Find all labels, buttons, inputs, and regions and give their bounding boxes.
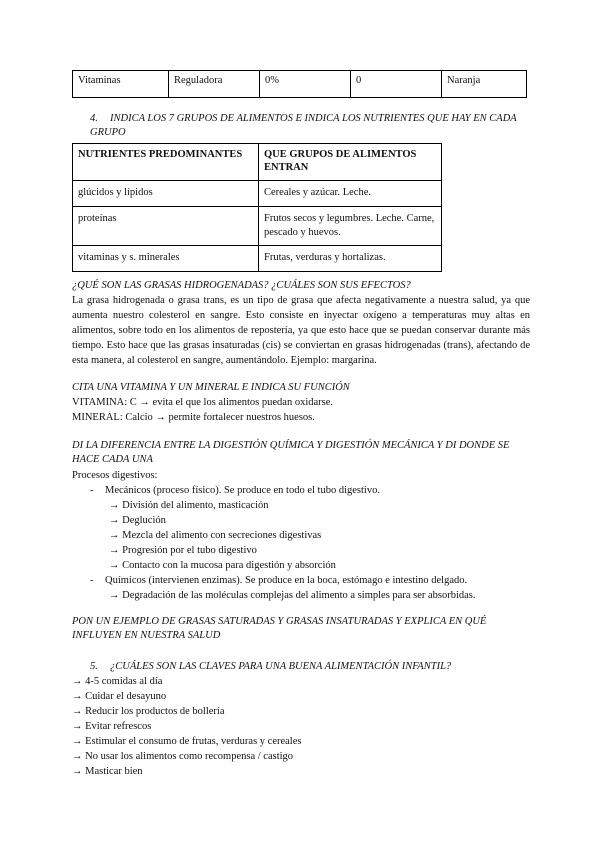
table-cell: Frutos secos y legumbres. Leche. Carne, pescado y huevos. [259,207,442,246]
quimicos-text: Químicos (intervienen enzimas). Se produce en la boca, estómago e intestino delgado. [105,575,468,586]
table-cell: glúcidos y lípidos [73,181,259,207]
list-item: → Mezcla del alimento con secreciones digestivas [109,530,322,541]
mecanicos-text: Mecánicos (proceso físico). Se produce en todo el tubo digestivo. [105,485,380,496]
mecanicos-sublist [72,498,530,573]
mineral-line: MINERAL: Calcio → permite fortalecer nuestros huesos. [72,412,315,423]
answer-q5 [72,674,530,779]
list-item: → No usar los alimentos como recompensa / castigo [72,751,294,762]
list-item: → Evitar refrescos [72,721,152,732]
list-item: → Progresión por el tubo digestivo [109,545,257,556]
table-cell: Naranja [442,71,527,98]
mecanicos-item [72,483,530,498]
list-item: → Degradación de las moléculas complejas del alimento a simples para ser absorbidas. [109,590,476,601]
table-header-row [73,144,442,181]
top-table [72,70,527,98]
table-cell: Cereales y azúcar. Leche. [259,181,442,207]
quimicos-item [72,573,530,588]
table-row [73,181,442,207]
digestion-intro: Procesos digestivos: [72,470,158,481]
table-cell: Vitaminas [73,71,169,98]
list-item: → División del alimento, masticación [109,500,269,511]
list-item: → 4-5 comidas al día [72,676,163,687]
table-cell: 0 [351,71,442,98]
table-row [73,246,442,272]
dash-bullet: - [90,485,94,496]
list-item: → Reducir los productos de bollería [72,706,225,717]
dash-bullet: - [90,575,94,586]
question-grasas: ¿QUÉ SON LAS GRASAS HIDROGENADAS? ¿CUÁLES SON SUS EFECTOS? [72,280,411,291]
list-item: → Contacto con la mucosa para digestión y absorción [109,560,336,571]
question-text: ¿CUÁLES SON LAS CLAVES PARA UNA BUENA ALIMENTACIÓN INFANTIL? [110,661,452,672]
nutrients-table [72,143,442,272]
quimicos-sublist [72,588,530,603]
table-cell: 0% [260,71,351,98]
table-cell: proteínas [73,207,259,246]
list-item: → Cuidar el desayuno [72,691,167,702]
table-row [73,207,442,246]
question-text: INDICA LOS 7 GRUPOS DE ALIMENTOS E INDICA LOS NUTRIENTES QUE HAY EN CADA GRUPO [90,113,517,138]
answer-vitamina [72,395,530,425]
table-cell: vitaminas y s. minerales [73,246,259,272]
question-number: 4. [90,113,98,124]
list-item: → Masticar bien [72,766,143,777]
column-header: NUTRIENTES PREDOMINANTES [73,144,259,181]
table-row [73,71,527,98]
answer-grasas: La grasa hidrogenada o grasa trans, es un tipo de grasa que afecta negativamente a nuestra salud, ya que aumenta nuestro colesterol en sangre. Esto consiste en inyectar oxígeno a temperaturas muy altas en alimentos, sobre todo en los alimentos de repostería, ya que esto hace que se puedan conservar durante más tiempo. Esto hace que las grasas insaturadas (cis) se conviertan en grasas hidrogenadas (trans), afectando de esta manera, al colesterol en sangre, aumentándolo. Ejemplo: margarina. [72,295,530,366]
question-ejemplo: PON UN EJEMPLO DE GRASAS SATURADAS Y GRASAS INSATURADAS Y EXPLICA EN QUÉ INFLUYEN EN NUESTRA SALUD [72,616,487,641]
question-vitamina: CITA UNA VITAMINA Y UN MINERAL E INDICA SU FUNCIÓN [72,382,350,393]
table-cell: Reguladora [169,71,260,98]
table-cell: Frutas, verduras y hortalizas. [259,246,442,272]
list-item: → Estimular el consumo de frutas, verduras y cereales [72,736,302,747]
column-header: QUE GRUPOS DE ALIMENTOS ENTRAN [259,144,442,181]
list-item: → Deglución [109,515,166,526]
question-number: 5. [90,661,98,672]
question-digestion: DI LA DIFERENCIA ENTRE LA DIGESTIÓN QUÍMICA Y DIGESTIÓN MECÁNICA Y DI DONDE SE HACE CADA UNA [72,440,510,465]
question-5 [90,660,520,674]
question-4 [90,112,520,140]
answer-digestion [72,468,530,603]
vitamina-line: VITAMINA: C → evita el que los alimentos puedan oxidarse. [72,397,334,408]
